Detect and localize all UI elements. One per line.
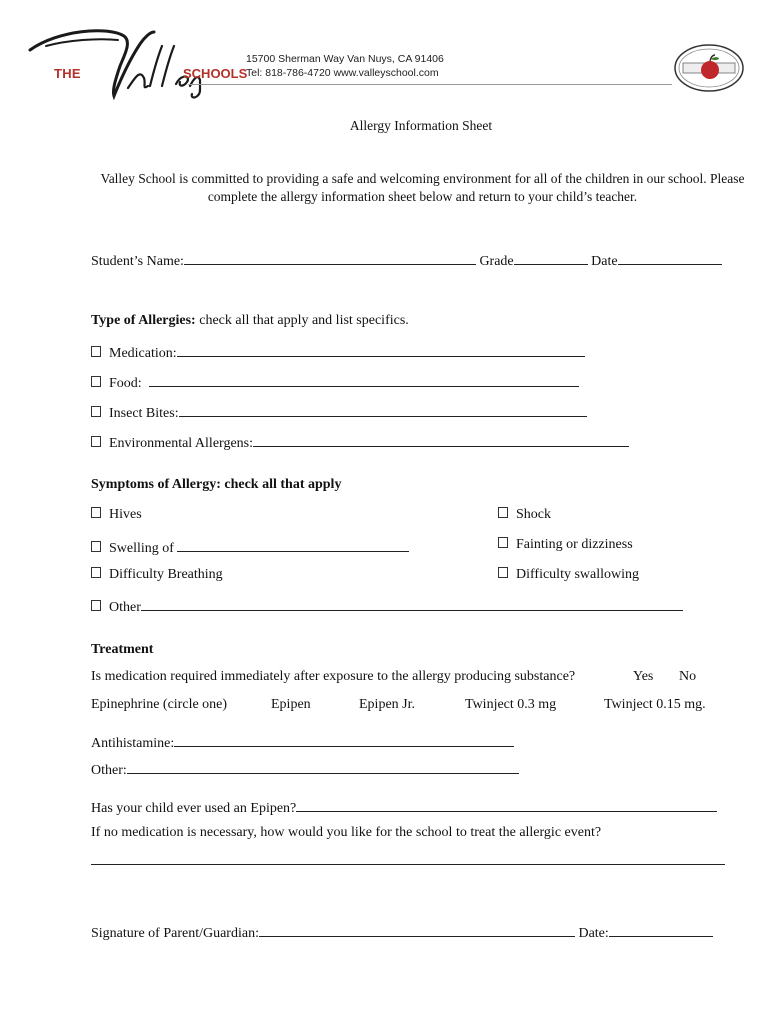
hives-label: Hives <box>109 507 142 522</box>
signature-row <box>91 922 713 942</box>
other-symptom-field[interactable] <box>141 596 683 611</box>
symptom-hives-row <box>91 507 142 523</box>
twinject-015-option[interactable]: Twinject 0.15 mg. <box>604 697 706 712</box>
epipen-used-question: Has your child ever used an Epipen? <box>91 801 297 816</box>
environmental-label: Environmental Allergens: <box>109 436 253 451</box>
signature-date-label: Date: <box>578 926 609 941</box>
logo-the: THE <box>54 66 81 81</box>
date-label: Date <box>591 254 618 269</box>
form-title: Allergy Information Sheet <box>349 118 493 133</box>
insect-bites-field[interactable] <box>179 402 587 417</box>
other-symptom-label: Other <box>109 600 141 615</box>
environmental-field[interactable] <box>253 432 629 447</box>
swallowing-label: Difficulty swallowing <box>516 567 640 582</box>
medication-field[interactable] <box>177 342 585 357</box>
epipen-used-row <box>91 797 717 817</box>
address-line-2: Tel: 818-786-4720 www.valleyschool.com <box>246 67 439 79</box>
medication-required-row <box>91 669 575 685</box>
food-field[interactable] <box>149 372 579 387</box>
epinephrine-label: Epinephrine (circle one) <box>91 697 228 712</box>
allergy-food-row <box>91 372 579 392</box>
no-option[interactable]: No <box>679 669 697 684</box>
letterhead-rule <box>188 84 672 85</box>
antihistamine-label: Antihistamine: <box>91 736 175 751</box>
swallowing-checkbox[interactable] <box>498 567 508 578</box>
grade-label: Grade <box>479 254 514 269</box>
breathing-label: Difficulty Breathing <box>109 567 223 582</box>
other-treatment-label: Other: <box>91 763 127 778</box>
medication-required-question: Is medication required immediately after exposure to the allergy producing substance? <box>91 669 576 684</box>
other-treatment-field[interactable] <box>127 759 519 774</box>
allergy-insect-row <box>91 402 587 422</box>
antihistamine-row <box>91 732 514 752</box>
school-address <box>246 52 444 80</box>
twinject-03-option[interactable]: Twinject 0.3 mg <box>465 697 557 712</box>
student-name-label: Student’s Name: <box>91 254 184 269</box>
student-name-field[interactable] <box>184 250 476 265</box>
no-medication-field[interactable] <box>91 850 725 865</box>
yes-option[interactable]: Yes <box>633 669 654 684</box>
hives-checkbox[interactable] <box>91 507 101 518</box>
shock-checkbox[interactable] <box>498 507 508 518</box>
other-symptom-checkbox[interactable] <box>91 600 101 611</box>
swelling-field[interactable] <box>177 537 409 552</box>
allergy-types-title: Type of Allergies: <box>91 313 196 328</box>
signature-date-field[interactable] <box>609 922 713 937</box>
symptoms-heading: Symptoms of Allergy: check all that apply <box>91 477 342 492</box>
allergy-environmental-row <box>91 432 629 452</box>
medication-checkbox[interactable] <box>91 346 101 357</box>
signature-field[interactable] <box>259 922 575 937</box>
food-checkbox[interactable] <box>91 376 101 387</box>
epipen-used-field[interactable] <box>296 797 717 812</box>
student-info-row <box>91 250 722 270</box>
valley-logo-script <box>28 26 228 102</box>
no-medication-answer-row <box>91 850 725 870</box>
address-line-1: 15700 Sherman Way Van Nuys, CA 91406 <box>246 53 444 65</box>
no-medication-question: If no medication is necessary, how would you like for the school to treat the allergic event? <box>91 825 602 840</box>
breathing-checkbox[interactable] <box>91 567 101 578</box>
letterhead <box>28 26 748 102</box>
epipen-option[interactable]: Epipen <box>271 697 311 712</box>
insect-bites-label: Insect Bites: <box>109 406 179 421</box>
fainting-label: Fainting or dizziness <box>516 537 633 552</box>
no-medication-row <box>91 825 601 841</box>
allergy-medication-row <box>91 342 585 362</box>
treatment-heading: Treatment <box>91 642 154 657</box>
symptom-shock-row <box>498 507 551 523</box>
logo-schools: SCHOOLS <box>183 66 248 81</box>
antihistamine-field[interactable] <box>174 732 514 747</box>
epipen-jr-option[interactable]: Epipen Jr. <box>359 697 415 712</box>
form-intro: Valley School is committed to providing a safe and welcoming environment for all of the children in our school. Please complete the allergy information sheet below and return to your child’s teacher. <box>100 171 745 204</box>
symptom-fainting-row <box>498 537 633 553</box>
allergy-types-instruction: check all that apply and list specifics. <box>199 313 409 328</box>
environmental-checkbox[interactable] <box>91 436 101 447</box>
swelling-checkbox[interactable] <box>91 541 101 552</box>
symptom-swallowing-row <box>498 567 639 583</box>
symptom-swelling-row <box>91 537 409 557</box>
allergy-types-heading <box>91 313 409 329</box>
signature-label: Signature of Parent/Guardian: <box>91 926 259 941</box>
symptom-other-row <box>91 596 683 616</box>
apple-seal-icon <box>673 43 745 93</box>
food-label: Food: <box>109 376 142 391</box>
swelling-label: Swelling of <box>109 541 174 556</box>
other-treatment-row <box>91 759 519 779</box>
symptom-breathing-row <box>91 567 223 583</box>
fainting-checkbox[interactable] <box>498 537 508 548</box>
date-field[interactable] <box>618 250 722 265</box>
insect-bites-checkbox[interactable] <box>91 406 101 417</box>
medication-label: Medication: <box>109 346 177 361</box>
shock-label: Shock <box>516 507 551 522</box>
grade-field[interactable] <box>514 250 588 265</box>
